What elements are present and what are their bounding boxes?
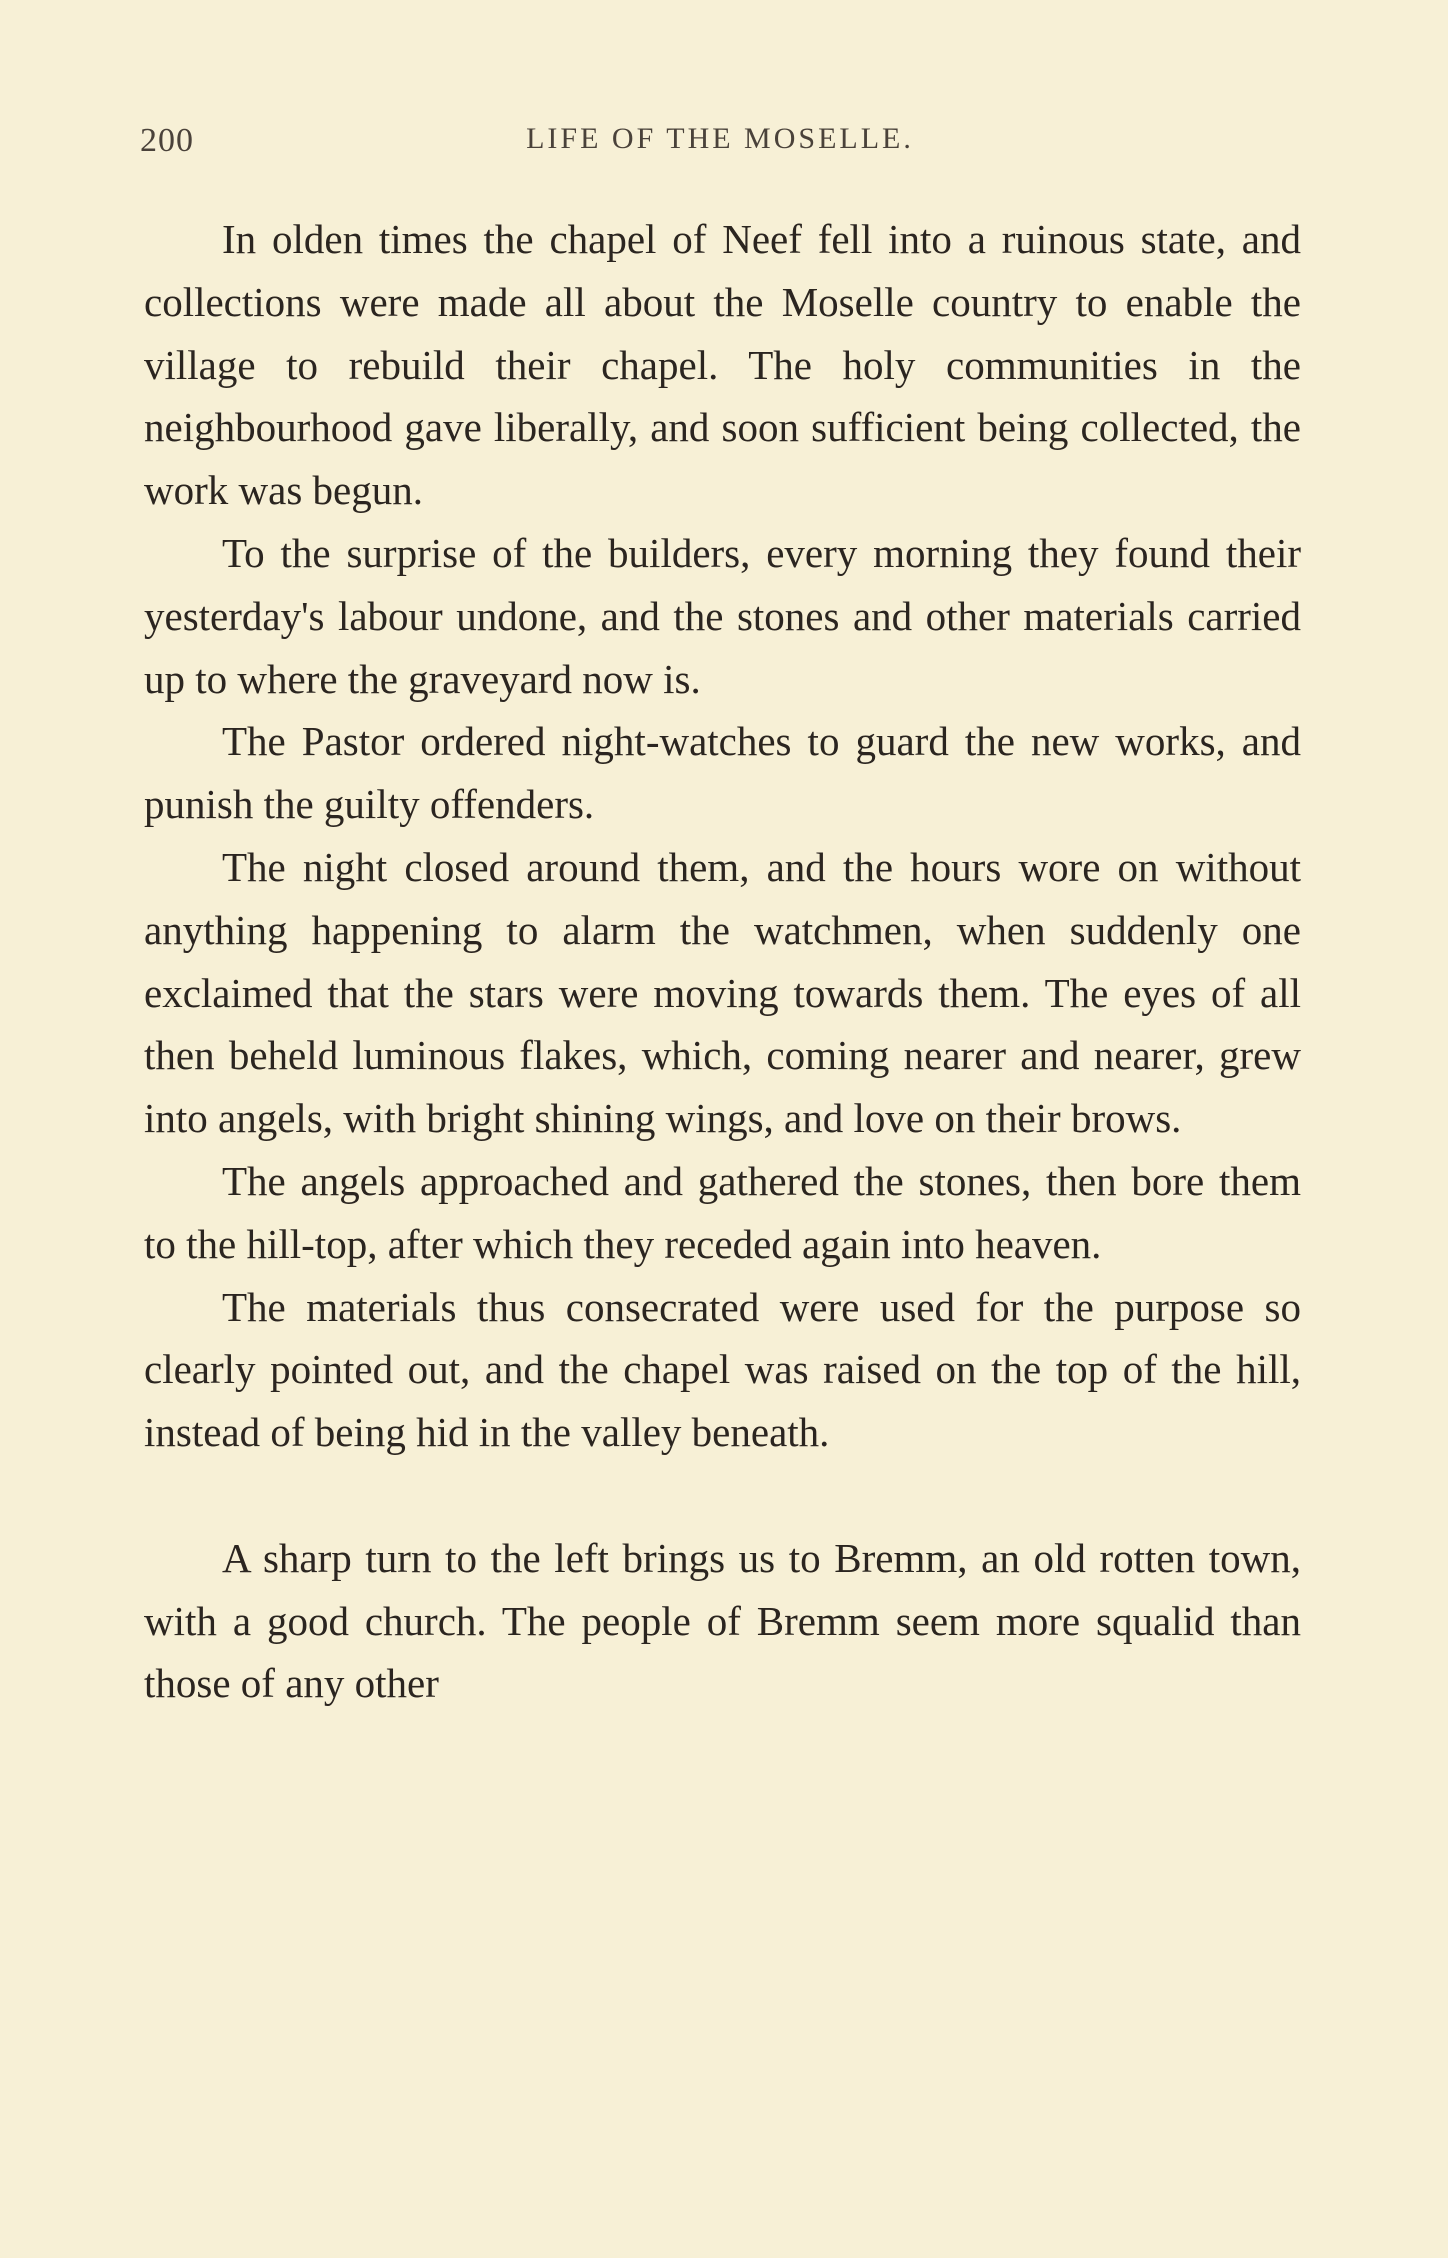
paragraph: The night closed around them, and the hours wore on without anything happening to alarm the watchmen, when suddenly one exclaimed that the stars were moving towards them. The eyes of all then beheld luminous flakes, which, coming nearer and nearer, grew into angels, with bright shining wings, and love on their brows. <box>144 843 1301 1142</box>
paragraph: The angels approached and gathered the stones, then bore them to the hill-top, after which they receded again into heaven. <box>144 1157 1301 1267</box>
paragraph: The Pastor ordered night-watches to guard the new works, and punish the guilty offenders. <box>144 718 1301 828</box>
paragraph: A sharp turn to the left brings us to Bremm, an old rotten town, with a good church. The people of Bremm seem more squalid than those of any other <box>144 1534 1301 1707</box>
running-title: LIFE OF THE MOSELLE. <box>526 122 914 155</box>
page-number: 200 <box>140 122 194 159</box>
body-text <box>144 208 1301 1715</box>
paragraph: In olden times the chapel of Neef fell into a ruinous state, and collections were made all about the Moselle country to enable the village to rebuild their chapel. The holy communities in the neighbourhood gave liberally, and soon sufficient being collected, the work was begun. <box>144 216 1301 514</box>
paragraph: To the surprise of the builders, every morning they found their yesterday's labour undone, and the stones and other materials carried up to where the graveyard now is. <box>144 529 1301 702</box>
paragraph: The materials thus consecrated were used for the purpose so clearly pointed out, and the chapel was raised on the top of the hill, instead of being hid in the valley beneath. <box>144 1283 1301 1456</box>
page-header <box>140 122 1300 162</box>
